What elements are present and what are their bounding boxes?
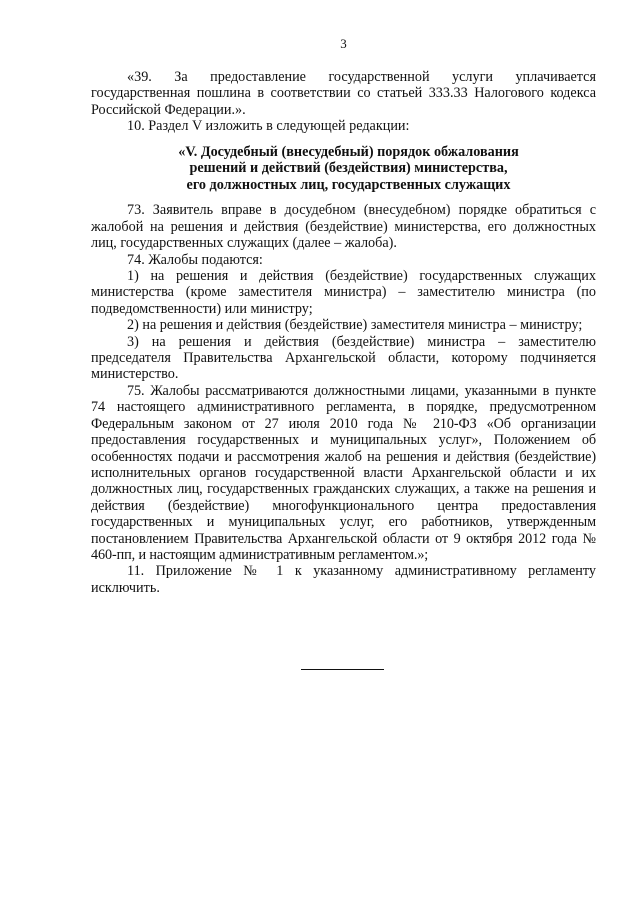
paragraph-subitem-3: 3) на решения и действия (бездействие) министра – заместителю председателя Правительства Архангельской области, которому подчиняется министерство. xyxy=(91,333,596,383)
paragraph-subitem-2: 2) на решения и действия (бездействие) заместителя министра – министру; xyxy=(127,317,583,334)
paragraph-subitem-1: 1) на решения и действия (бездействие) государственных служащих министерства (кроме заместителя министра) – заместителю министра (по подведомственности) или министру; xyxy=(91,268,596,317)
paragraph-item-39: «39. За предоставление государственной услуги уплачивается государственная пошлина в соответствии со статьей 333.33 Налогового кодекса Российской Федерации.». xyxy=(91,69,596,118)
section-title-line: его должностных лиц, государственных служащих xyxy=(186,176,511,193)
paragraph-item-11: 11. Приложение № 1 к указанному административному регламенту исключить. xyxy=(91,563,596,596)
end-of-text-rule xyxy=(301,669,384,670)
paragraph-item-73: 73. Заявитель вправе в досудебном (внесудебном) порядке обратиться с жалобой на решения и действия (бездействие) министерства, его должностных лиц, государственных служащих (далее – жалоба). xyxy=(91,202,596,252)
paragraph-section-v-instruction: 10. Раздел V изложить в следующей редакции: xyxy=(127,118,410,135)
paragraph-item-74: 74. Жалобы подаются: xyxy=(127,251,263,268)
section-title-line: «V. Досудебный (внесудебный) порядок обжалования xyxy=(178,143,519,160)
page-number: 3 xyxy=(340,36,347,51)
paragraph-item-75: 75. Жалобы рассматриваются должностными лицами, указанными в пункте 74 настоящего административного регламента, в порядке, предусмотренном Федеральным законом от 27 июля 2010 года № 210-ФЗ «Об организации предоставления государственных и муниципальных услуг», Положением об особенностях подачи и рассмотрения жалоб на решения и действия (бездействие) исполнительных органов государственной власти Архангельской области и их должностных лиц, государственных гражданских служащих, а также на решения и действия (бездействие) многофункционального центра предоставления государственных и муниципальных услуг, его работников, утвержденным постановлением Правительства Архангельской области от 9 октября 2012 года № 460-пп, и настоящим административным регламентом.»; xyxy=(91,382,596,563)
section-title-line: решений и действий (бездействия) министерства, xyxy=(189,160,508,177)
section-title xyxy=(91,144,596,194)
document-body xyxy=(91,69,596,596)
